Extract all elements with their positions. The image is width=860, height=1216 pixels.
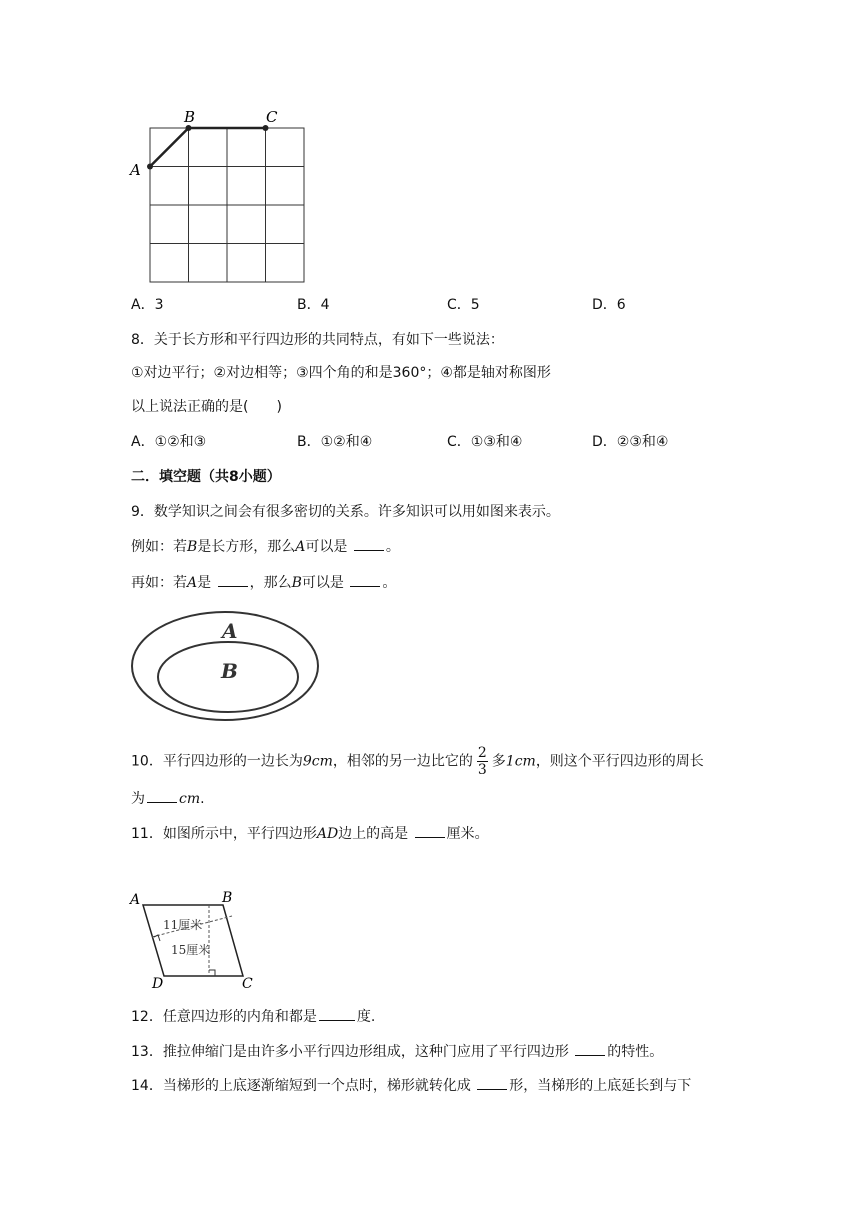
label-inner-b: B <box>221 659 238 683</box>
label-b: B <box>222 890 233 906</box>
answer-blank[interactable] <box>147 789 177 803</box>
label-a: A <box>130 161 141 179</box>
q14-stem: 14．当梯形的上底逐渐缩短到一个点时，梯形就转化成 形，当梯形的上底延长到与下 <box>131 1078 692 1094</box>
path-abc <box>150 128 266 167</box>
q8-option-b: B．①②和④ <box>297 434 373 450</box>
label-outer-a: A <box>222 619 238 643</box>
q7-option-a: A．3 <box>131 297 164 313</box>
venn-diagram <box>130 610 330 725</box>
point-a <box>147 164 153 170</box>
q7-option-b: B．4 <box>297 297 330 313</box>
q8-stem: 8．关于长方形和平行四边形的共同特点，有如下一些说法： <box>131 332 504 348</box>
q9-example-1: 例如：若B是长方形，那么A可以是 。 <box>131 539 400 555</box>
answer-blank[interactable] <box>319 1007 355 1021</box>
q12-stem: 12．任意四边形的内角和都是 度. <box>131 1009 376 1025</box>
q8-option-c: C．①③和④ <box>447 434 523 450</box>
q8-ask: 以上说法正确的是( ) <box>131 399 282 415</box>
q11-stem: 11．如图所示中，平行四边形AD边上的高是 厘米。 <box>131 826 489 842</box>
q9-example-2: 再如：若A是 ，那么B可以是 。 <box>131 575 397 591</box>
answer-blank[interactable] <box>415 824 445 838</box>
label-11cm: 11厘米 <box>163 918 203 932</box>
q7-option-c: C．5 <box>447 297 480 313</box>
q8-statements: ①对边平行；②对边相等；③四个角的和是360°；④都是轴对称图形 <box>131 365 551 381</box>
answer-blank[interactable] <box>575 1042 605 1056</box>
q10-stem: 10．平行四边形的一边长为9cm，相邻的另一边比它的 $\frac{2}{3}$ 多1cm，则这个平行四边形的周长 <box>131 745 704 778</box>
label-15cm: 15厘米 <box>171 943 211 957</box>
q8-option-a: A．①②和③ <box>131 434 207 450</box>
label-c: C <box>266 108 278 126</box>
label-a: A <box>130 892 141 908</box>
q9-stem: 9．数学知识之间会有很多密切的关系。许多知识可以用如图来表示。 <box>131 504 560 520</box>
grid-figure <box>128 104 328 284</box>
answer-blank[interactable] <box>354 537 384 551</box>
parallelogram-figure <box>128 890 268 990</box>
fraction: $\frac{2}{3}$ <box>477 745 487 778</box>
answer-blank[interactable] <box>350 573 380 587</box>
answer-blank[interactable] <box>218 573 248 587</box>
answer-blank[interactable] <box>477 1076 507 1090</box>
section-heading: 二．填空题（共8小题） <box>131 469 281 485</box>
q13-stem: 13．推拉伸缩门是由许多小平行四边形组成，这种门应用了平行四边形 的特性。 <box>131 1044 664 1060</box>
label-b: B <box>184 108 196 126</box>
q7-option-d: D．6 <box>592 297 626 313</box>
label-c: C <box>242 976 253 992</box>
q8-option-d: D．②③和④ <box>592 434 669 450</box>
label-d: D <box>152 976 164 992</box>
q10-line-2: 为 cm. <box>131 791 205 807</box>
